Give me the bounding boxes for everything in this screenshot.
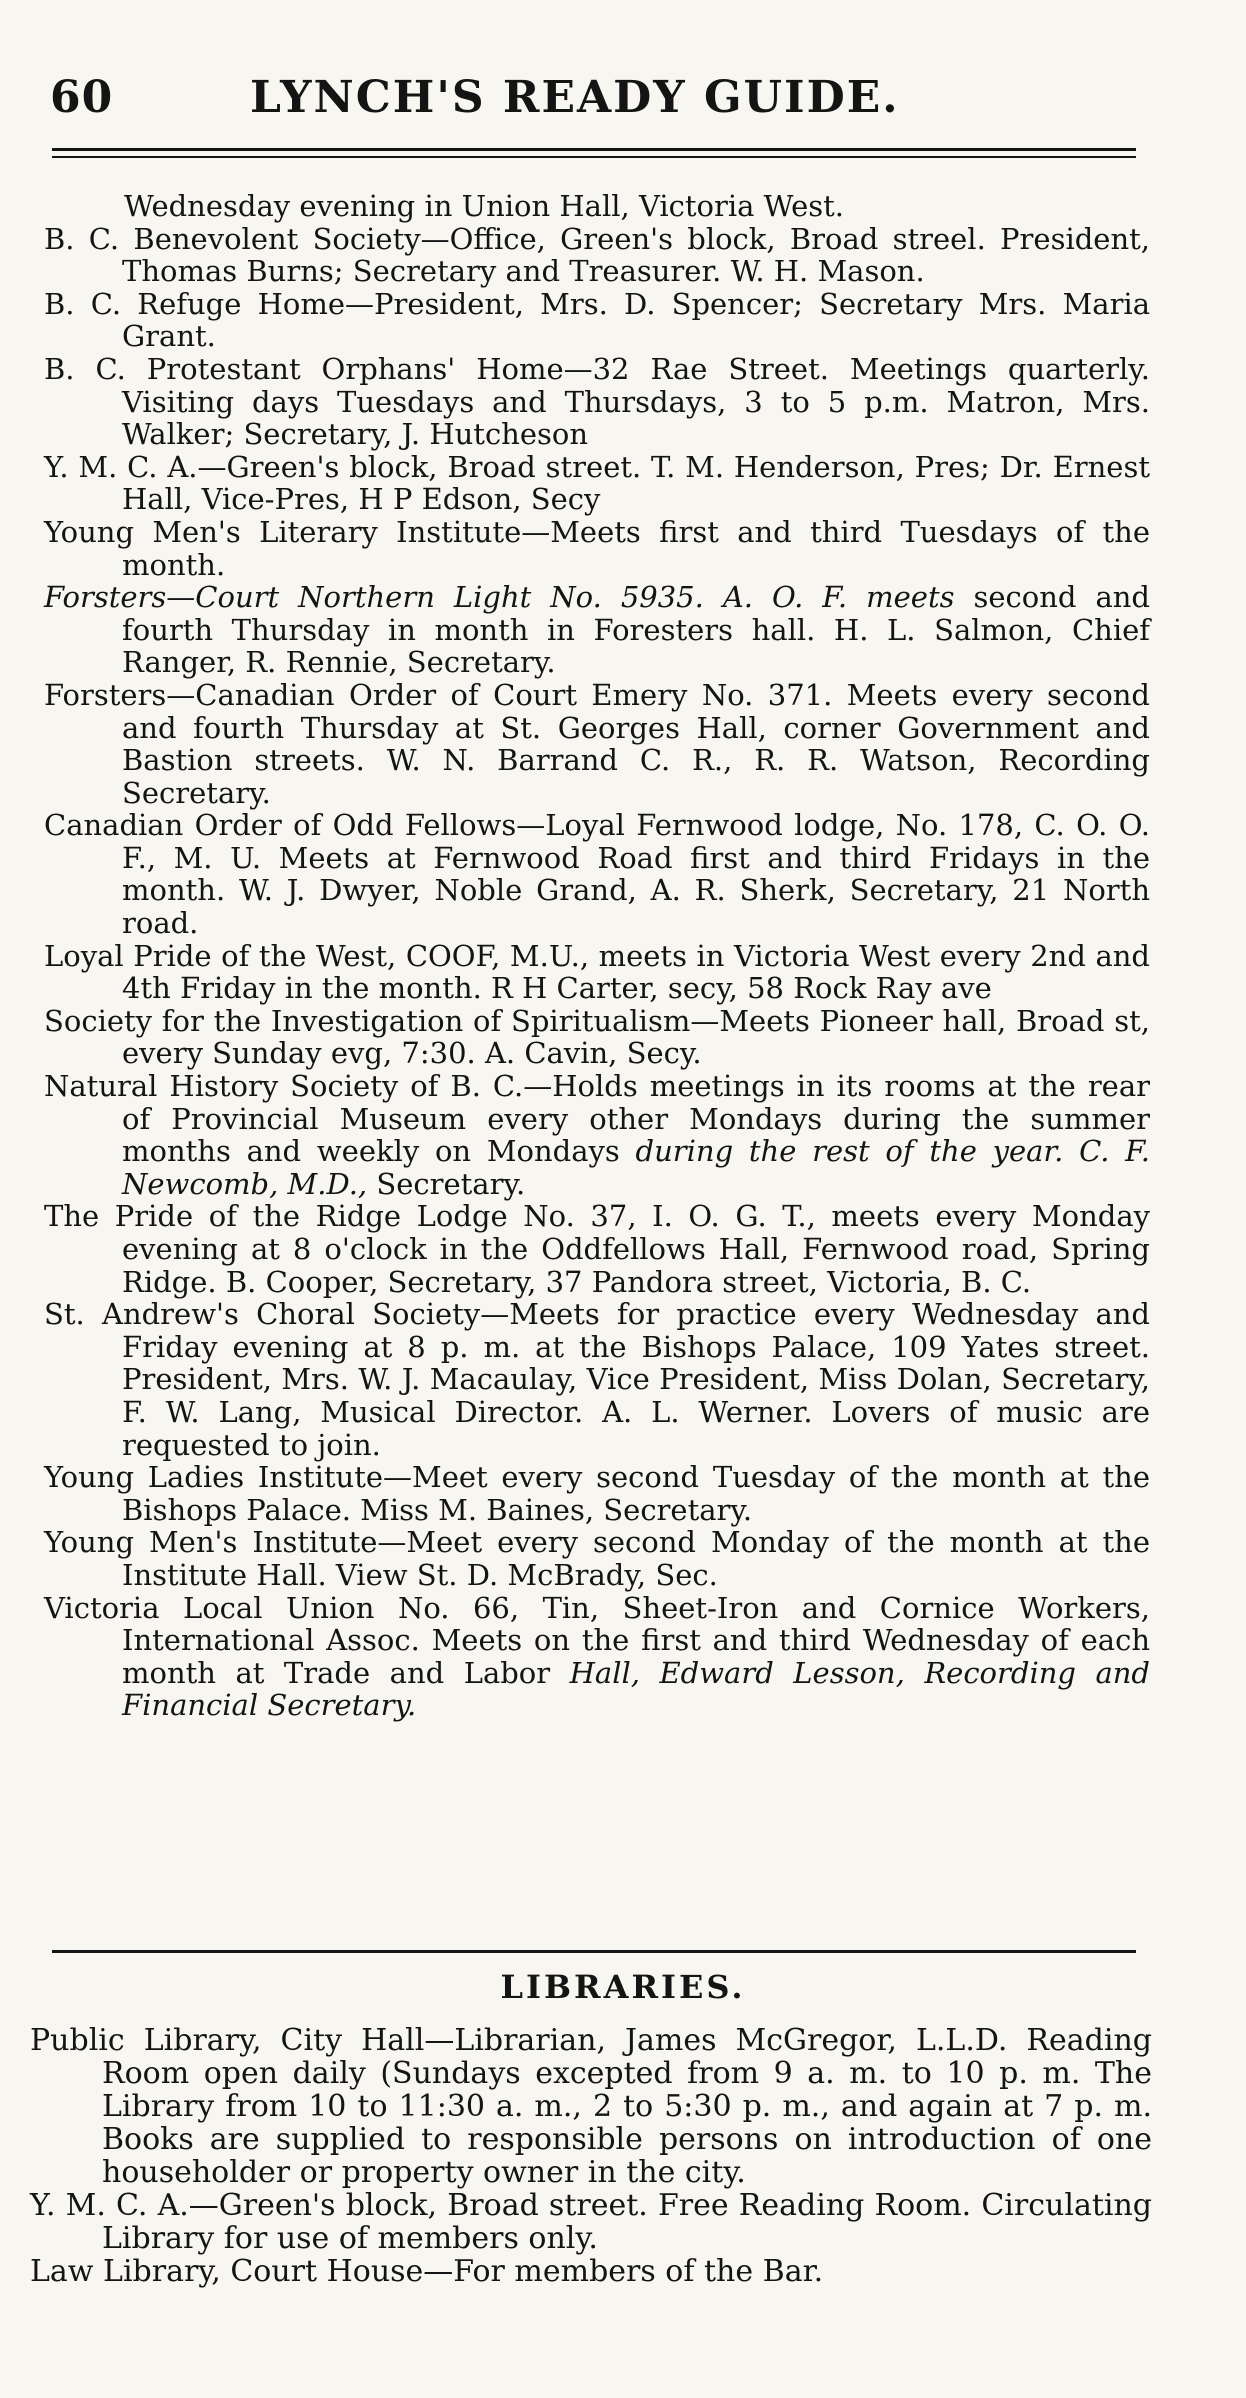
entry-bc-refuge-home: B. C. Refuge Home—President, Mrs. D. Spencer; Secretary Mrs. Maria Grant. <box>44 286 1150 354</box>
entry-canadian-order-odd-fellows: Canadian Order of Odd Fellows—Loyal Fernwood lodge, No. 178, C. O. O. F., M. U. Meets at Fernwood Road first and third Fridays in the month. W. J. Dwyer, Noble Grand, A. R. Sherk, Secretary, 21 North road. <box>44 808 1150 941</box>
entry-continuation: Wednesday evening in Union Hall, Victoria West. <box>124 189 845 223</box>
entry-victoria-local-union: Victoria Local Union No. 66, Tin, Sheet-Iron and Cornice Workers, International Assoc. Meets on the first and third Wednesday of each month at Trade and Labor Hall, Edward Lesson, Recording and Financial Secretary. <box>44 1590 1150 1723</box>
society-entries <box>44 190 1150 1722</box>
entry-young-ladies-institute: Young Ladies Institute—Meet every second Tuesday of the month at the Bishops Palace. Miss M. Baines, Secretary. <box>44 1460 1150 1527</box>
entry-pride-of-the-ridge-lodge: The Pride of the Ridge Lodge No. 37, I. O. G. T., meets every Monday evening at 8 o'clock in the Oddfellows Hall, Fernwood road, Spring Ridge. B. Cooper, Secretary, 37 Pandora street, Victoria, B. C. <box>44 1199 1150 1299</box>
entry-ymca: Y. M. C. A.—Green's block, Broad street. T. M. Henderson, Pres; Dr. Ernest Hall, Vice-Pres, H P Edson, Secy <box>44 449 1150 517</box>
entry-forsters-court-northern-light: Forsters—Court Northern Light No. 5935. A. O. F. meets second and fourth Thursday in month in Foresters hall. H. L. Salmon, Chief Ranger, R. Rennie, Secretary. <box>44 580 1150 680</box>
running-title: LYNCH'S READY GUIDE. <box>250 72 900 123</box>
entry-public-library: Public Library, City Hall—Librarian, James McGregor, L.L.D. Reading Room open daily (Sundays excepted from 9 a. m. to 10 p. m. The Library from 10 to 11:30 a. m., 2 to 5:30 p. m., and again at 7 p. m. Books are supplied to responsible persons on introduction of one householder or property owner in the city. <box>30 2023 1152 2190</box>
entry-bc-benevolent-society: B. C. Benevolent Society—Office, Green's block, Broad streel. President, Thomas Burns; Secretary and Treasurer. W. H. Mason. <box>44 221 1150 289</box>
page-number: 60 <box>50 72 114 123</box>
entry-loyal-pride-of-the-west: Loyal Pride of the West, COOF, M.U., meets in Victoria West every 2nd and 4th Friday in the month. R H Carter, secy, 58 Rock Ray ave <box>44 938 1150 1006</box>
entry-law-library: Law Library, Court House—For members of the Bar. <box>30 2254 824 2289</box>
entry-st-andrews-choral-society: St. Andrew's Choral Society—Meets for practice every Wednesday and Friday evening at 8 p. m. at the Bishops Palace, 109 Yates street. President, Mrs. W. J. Macaulay, Vice President, Miss Dolan, Secretary, F. W. Lang, Musical Director. A. L. Werner. Lovers of music are requested to join. <box>44 1297 1150 1462</box>
header-rule <box>52 148 1136 158</box>
libraries-heading: LIBRARIES. <box>500 1968 746 2006</box>
section-rule <box>52 1950 1136 1953</box>
entry-forsters-canadian-order: Forsters—Canadian Order of Court Emery No. 371. Meets every second and fourth Thursday at St. Georges Hall, corner Government and Bastion streets. W. N. Barrand C. R., R. R. Watson, Recording Secretary. <box>44 677 1150 810</box>
library-entries <box>30 2024 1152 2288</box>
entry-bc-protestant-orphans-home: B. C. Protestant Orphans' Home—32 Rae Street. Meetings quarterly. Visiting days Tuesdays and Thursdays, 3 to 5 p.m. Matron, Mrs. Walker; Secretary, J. Hutcheson <box>44 351 1150 452</box>
entry-young-mens-literary-institute: Young Men's Literary Institute—Meets first and third Tuesdays of the month. <box>44 514 1150 582</box>
entry-young-mens-institute: Young Men's Institute—Meet every second Monday of the month at the Institute Hall. View St. D. McBrady, Sec. <box>44 1525 1150 1592</box>
entry-society-investigation-spiritualism: Society for the Investigation of Spiritualism—Meets Pioneer hall, Broad st, every Sunday evg, 7:30. A. Cavin, Secy. <box>44 1003 1150 1071</box>
entry-natural-history-society: Natural History Society of B. C.—Holds meetings in its rooms at the rear of Provincial Museum every other Mondays during the summer months and weekly on Mondays during the rest of the year. C. F. Newcomb, M.D., Secretary. <box>44 1069 1150 1201</box>
page-header <box>50 72 1130 132</box>
entry-ymca-library: Y. M. C. A.—Green's block, Broad street. Free Reading Room. Circulating Library for use of members only. <box>30 2188 1152 2256</box>
